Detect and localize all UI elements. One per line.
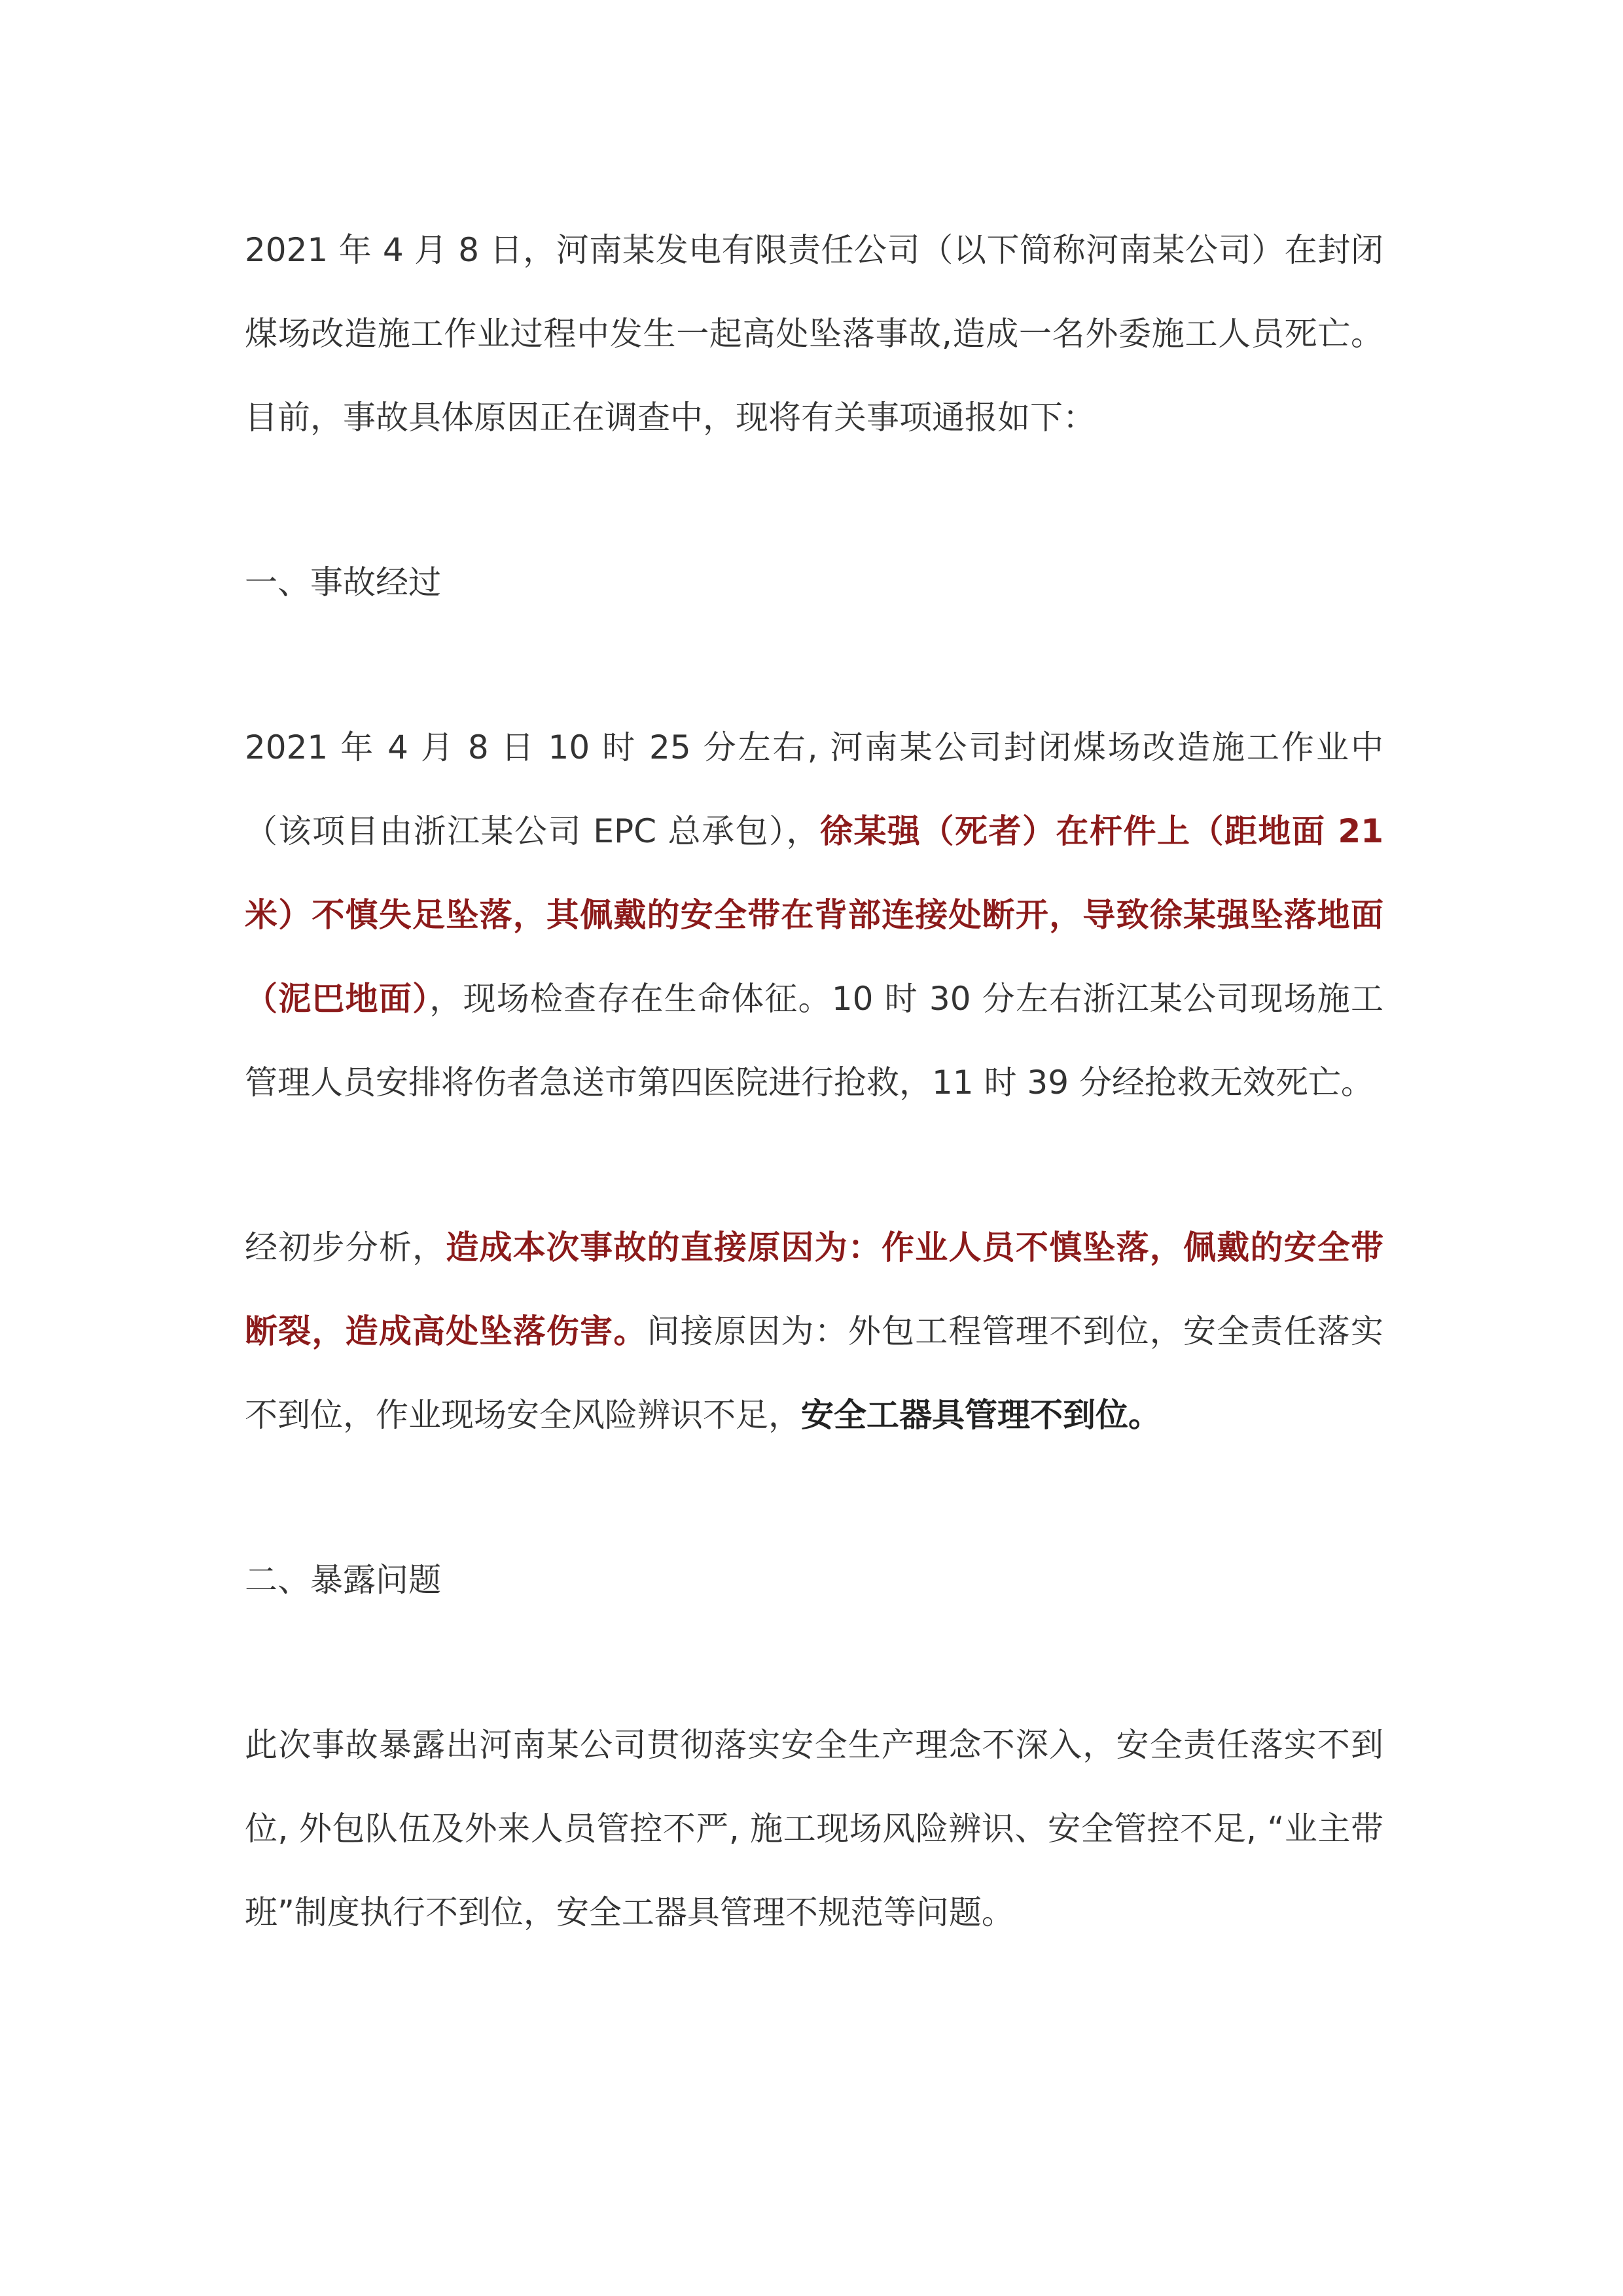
section1-para1-text: 2021 年 4 月 8 日 10 时 25 分左右, 河南某公司封闭煤场改造施工作业中（该项目由浙江某公司 EPC 总承包），	[245, 728, 1383, 850]
section1-para2-text-mid: 间接原因为：外包工程管理不到位，安全责任落实不到位，作业现场安全风险辨识不足，	[245, 1312, 1384, 1434]
section1-paragraph-1	[245, 706, 1383, 1124]
section1-para2-bold: 安全工器具管理不到位。	[801, 1396, 1161, 1434]
section1-para1-highlight: 徐某强（死者）在杆件上（距地面 21 米）不慎失足坠落，其佩戴的安全带在背部连接处断开，导致徐某强坠落地面（泥巴地面）	[245, 812, 1383, 1018]
spacer	[245, 1124, 1383, 1206]
spacer	[245, 459, 1383, 541]
section1-heading: 一、事故经过	[245, 564, 441, 601]
section1-para2-text: 经初步分析，	[245, 1229, 446, 1266]
spacer	[245, 1457, 1383, 1538]
spacer	[245, 1622, 1383, 1703]
section2-para1-text: 此次事故暴露出河南某公司贯彻落实安全生产理念不深入，安全责任落实不到位, 外包队伍及外来人员管控不严, 施工现场风险辨识、安全管控不足, “业主带班”制度执行不到位，安全工器具管理不规范等问题。	[245, 1726, 1383, 1931]
section1-para1-text-end: ，现场检查存在生命体征。10 时 30 分左右浙江某公司现场施工管理人员安排将伤者急送市第四医院进行抢救，11 时 39 分经抢救无效死亡。	[245, 980, 1384, 1102]
spacer	[245, 624, 1383, 706]
section2-paragraph-1	[245, 1703, 1383, 1954]
section1-paragraph-2	[245, 1206, 1383, 1457]
section1-para2-highlight: 造成本次事故的直接原因为：作业人员不慎坠落，佩戴的安全带断裂，造成高处坠落伤害。	[245, 1229, 1384, 1350]
document-body	[245, 208, 1383, 1954]
intro-text: 2021 年 4 月 8 日，河南某发电有限责任公司（以下简称河南某公司）在封闭煤场改造施工作业过程中发生一起高处坠落事故,造成一名外委施工人员死亡。目前，事故具体原因正在调查中，现将有关事项通报如下：	[245, 231, 1383, 437]
section2-heading: 二、暴露问题	[245, 1561, 441, 1599]
intro-paragraph	[245, 208, 1383, 459]
